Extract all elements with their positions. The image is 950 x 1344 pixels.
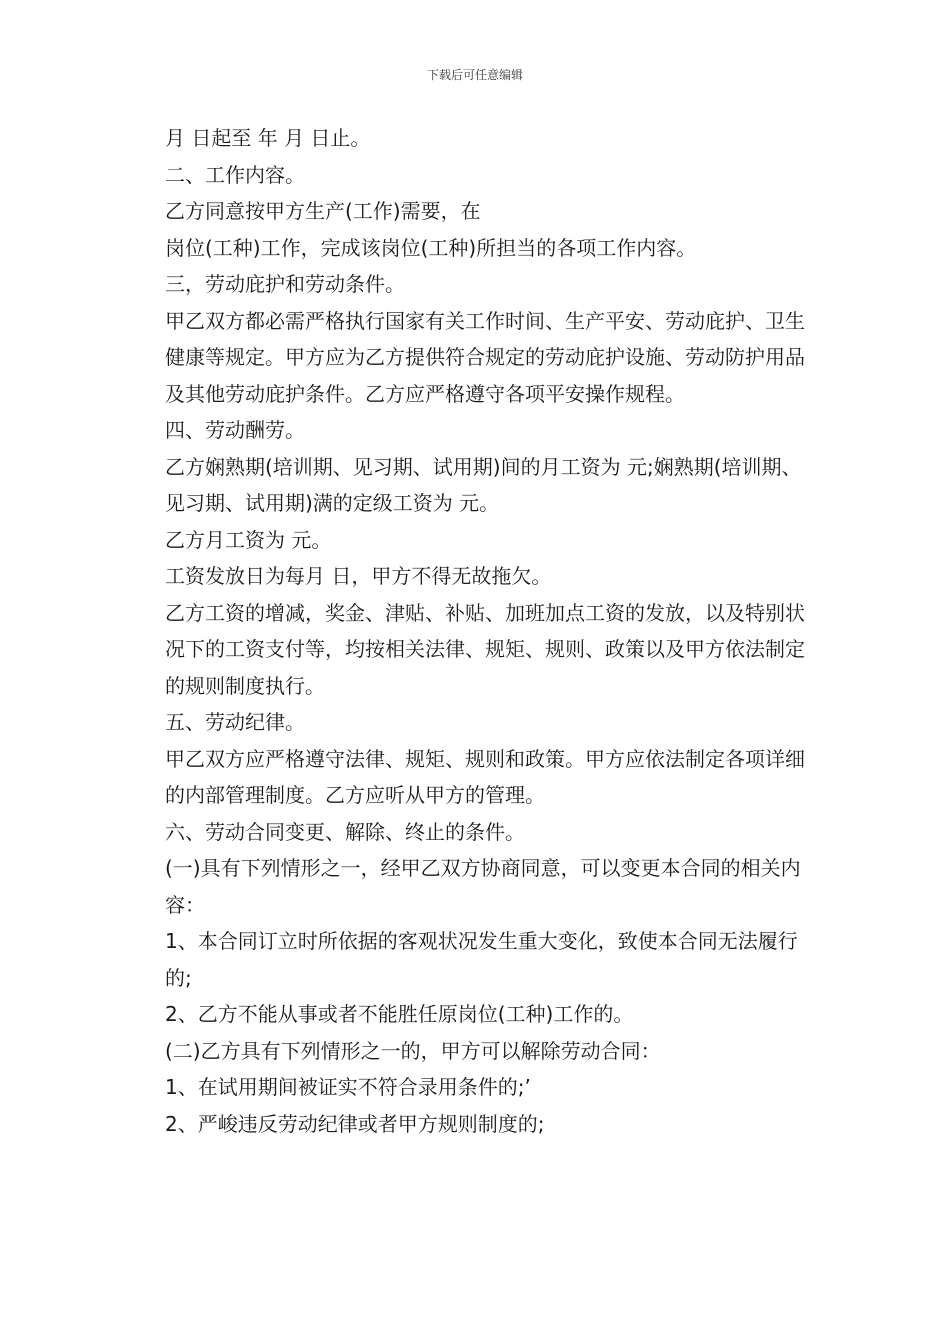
paragraph-work-position: 岗位(工种)工作，完成该岗位(工种)所担当的各项工作内容。 xyxy=(165,235,697,260)
list-item-termination-1: 1、在试用期间被证实不符合录用条件的;’ xyxy=(165,1075,531,1099)
list-item-change-1: 1、本合同订立时所依据的客观状况发生重大变化，致使本合同无法履行的; xyxy=(165,929,798,990)
paragraph-term-end: 月 日起至 年 月 日止。 xyxy=(165,126,371,150)
paragraph-salary-adjustment: 乙方工资的增减，奖金、津贴、补贴、加班加点工资的发放，以及特别状况下的工资支付等，均按相关法律、规矩、规则、政策以及甲方依法制定的规则制度执行。 xyxy=(165,600,805,698)
paragraph-labor-discipline: 甲乙双方应严格遵守法律、规矩、规则和政策。甲方应依法制定各项详细的内部管理制度。乙方应听从甲方的管理。 xyxy=(165,746,805,807)
page-header: 下载后可任意编辑 xyxy=(426,68,523,82)
list-item-change-2: 2、乙方不能从事或者不能胜任原岗位(工种)工作的。 xyxy=(165,1002,634,1026)
list-item-termination-2: 2、严峻违反劳动纪律或者甲方规则制度的; xyxy=(165,1111,545,1136)
document-body xyxy=(145,120,810,1142)
paragraph-monthly-salary: 乙方月工资为 元。 xyxy=(165,527,332,552)
paragraph-change-conditions: (一)具有下列情形之一，经甲乙双方协商同意，可以变更本合同的相关内容： xyxy=(165,856,801,917)
paragraph-labor-protection: 甲乙双方都必需严格执行国家有关工作时间、生产平安、劳动庇护、卫生健康等规定。甲方应为乙方提供符合规定的劳动庇护设施、劳动防护用品及其他劳动庇护条件。乙方应严格遵守各项平安操作规程。 xyxy=(165,308,805,406)
section-heading-remuneration: 四、劳动酬劳。 xyxy=(165,418,305,442)
paragraph-probation-salary: 乙方娴熟期(培训期、见习期、试用期)间的月工资为 元;娴熟期(培训期、见习期、试用期)满的定级工资为 元。 xyxy=(165,454,802,515)
paragraph-termination-conditions: (二)乙方具有下列情形之一的，甲方可以解除劳动合同： xyxy=(165,1038,661,1063)
section-heading-labor-protection: 三，劳动庇护和劳动条件。 xyxy=(165,272,405,296)
section-heading-labor-discipline: 五、劳动纪律。 xyxy=(165,710,305,734)
paragraph-work-agreement: 乙方同意按甲方生产(工作)需要，在 xyxy=(165,199,481,223)
section-heading-contract-changes: 六、劳动合同变更、解除、终止的条件。 xyxy=(165,819,525,844)
section-heading-work-content: 二、工作内容。 xyxy=(165,162,305,187)
paragraph-pay-day: 工资发放日为每月 日，甲方不得无故拖欠。 xyxy=(165,564,552,588)
